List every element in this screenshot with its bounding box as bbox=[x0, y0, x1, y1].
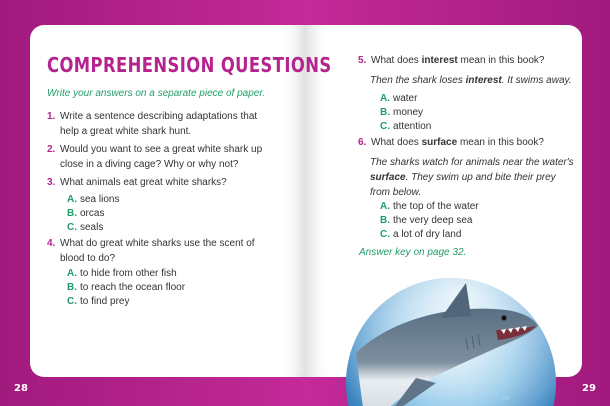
quote-keyword: surface bbox=[370, 172, 406, 183]
option-letter: C. bbox=[67, 296, 77, 307]
option bbox=[380, 106, 423, 119]
question-text-line: close in a diving cage? Why or why not? bbox=[60, 159, 239, 170]
option-text: water bbox=[393, 93, 418, 104]
option-text: orcas bbox=[80, 208, 105, 219]
question-text: What does bbox=[371, 137, 422, 148]
option-letter: B. bbox=[67, 282, 77, 293]
book-quote bbox=[370, 73, 572, 88]
question-text-line: What do great white sharks use the scent of bbox=[60, 238, 255, 249]
question-keyword: interest bbox=[421, 55, 458, 66]
quote-text: Then the shark loses bbox=[370, 75, 466, 86]
answer-key-note: Answer key on page 32. bbox=[359, 247, 467, 258]
question-text: mean in this book? bbox=[457, 55, 545, 66]
option-letter: A. bbox=[67, 194, 77, 205]
option-text: to hide from other fish bbox=[80, 268, 177, 279]
question-number: 3. bbox=[47, 177, 56, 188]
question-text: What does bbox=[371, 55, 422, 66]
question-text-line: Would you want to see a great white shark up bbox=[60, 144, 263, 155]
option bbox=[380, 214, 473, 227]
question-number: 2. bbox=[47, 144, 56, 155]
option-letter: B. bbox=[380, 107, 390, 118]
option bbox=[380, 228, 461, 241]
question-5 bbox=[358, 53, 578, 68]
question-text-line: help a great white shark hunt. bbox=[60, 126, 192, 137]
option-letter: B. bbox=[67, 208, 77, 219]
option bbox=[67, 267, 177, 280]
option-text: attention bbox=[393, 121, 432, 132]
page-title: COMPREHENSION QUESTIONS bbox=[47, 53, 332, 77]
option-letter: A. bbox=[380, 93, 390, 104]
question-number: 5. bbox=[358, 55, 367, 66]
option-text: the very deep sea bbox=[393, 215, 473, 226]
option-letter: A. bbox=[67, 268, 77, 279]
option-text: to find prey bbox=[80, 296, 130, 307]
question-3 bbox=[47, 175, 287, 190]
option-text: money bbox=[393, 107, 424, 118]
question-number: 4. bbox=[47, 238, 56, 249]
page-number-right: 29 bbox=[582, 383, 596, 394]
option bbox=[67, 221, 103, 234]
quote-text: The sharks watch for animals near the water's bbox=[370, 157, 574, 168]
quote-keyword: interest bbox=[465, 75, 502, 86]
option bbox=[380, 120, 431, 133]
question-number: 1. bbox=[47, 111, 56, 122]
question-6 bbox=[358, 135, 578, 150]
option bbox=[380, 92, 417, 105]
question-text: mean in this book? bbox=[457, 137, 544, 148]
question-2 bbox=[47, 142, 287, 170]
quote-text: from below. bbox=[370, 187, 422, 198]
question-text-line: What animals eat great white sharks? bbox=[60, 177, 227, 188]
option-text: sea lions bbox=[80, 194, 120, 205]
question-4 bbox=[47, 236, 287, 264]
option bbox=[67, 207, 104, 220]
option-text: the top of the water bbox=[393, 201, 479, 212]
option bbox=[67, 295, 129, 308]
quote-text: . They swim up and bite their prey bbox=[405, 172, 556, 183]
option-letter: C. bbox=[380, 229, 390, 240]
question-text-line: blood to do? bbox=[60, 253, 116, 264]
option bbox=[67, 281, 185, 294]
option bbox=[380, 200, 479, 213]
option-letter: C. bbox=[380, 121, 390, 132]
question-number: 6. bbox=[358, 137, 367, 148]
option-letter: B. bbox=[380, 215, 390, 226]
question-1 bbox=[47, 109, 287, 137]
instructions: Write your answers on a separate piece of paper. bbox=[47, 88, 266, 99]
option bbox=[67, 193, 119, 206]
page-number-left: 28 bbox=[14, 383, 28, 394]
quote-text: . It swims away. bbox=[501, 75, 572, 86]
question-keyword: surface bbox=[421, 137, 458, 148]
option-text: to reach the ocean floor bbox=[80, 282, 186, 293]
option-letter: A. bbox=[380, 201, 390, 212]
book-quote bbox=[370, 155, 574, 200]
question-text-line: Write a sentence describing adaptations that bbox=[60, 111, 258, 122]
option-text: seals bbox=[80, 222, 104, 233]
option-letter: C. bbox=[67, 222, 77, 233]
option-text: a lot of dry land bbox=[393, 229, 462, 240]
